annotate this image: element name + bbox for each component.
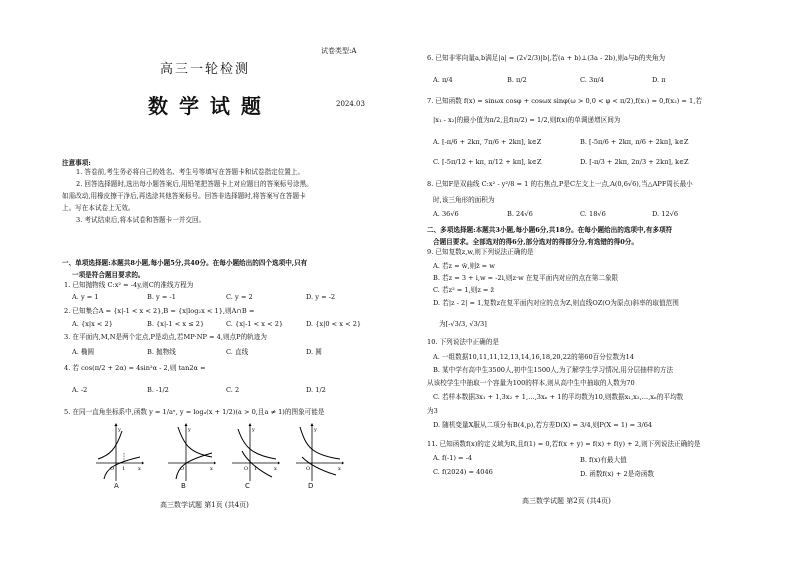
graph-label-b: B	[181, 482, 186, 490]
graph-option-a	[96, 423, 144, 485]
svg-text:x: x	[338, 466, 341, 472]
q7-option-a: A. [-π/6 + 2kπ, 7π/6 + 2kπ], k∈Z	[433, 138, 542, 146]
question-3: 3. 在平面内,M,N是两个定点,P是动点,若MP·NP = 4,则点P的轨迹为	[64, 333, 267, 341]
svg-text:y: y	[252, 427, 255, 433]
subject-title: 数 学 试 题	[148, 94, 263, 118]
question-7: 7. 已知函数 f(x) = sinωx cosφ + cosωx sinφ(ω > 0,0 < φ < π/2),f(x₁) = 0,f(x₂) = 1,若	[427, 97, 702, 105]
section2-heading: 二、多项选择题:本题共3小题,每小题6分,共18分。在每小题给出的选项中,有多项符	[427, 226, 673, 234]
q11-option-b: B. f(x)有最大值	[580, 456, 627, 464]
svg-text:x: x	[274, 466, 277, 472]
q10-option-d: D. 随机变量X服从二项分布B(4,p),若方差D(X) = 3/4,则P(X = 1) = 3/64	[433, 421, 653, 429]
svg-text:1: 1	[122, 466, 126, 472]
q9-option-d: D. 若|z - 2| = 1,复数z在复平面内对应的点为Z,则直线OZ(O为原点)斜率的取值范围	[433, 299, 679, 307]
page-footer: 高三数学试题 第2页 (共4页)	[522, 497, 611, 505]
q1-option-d: D. y = -2	[306, 293, 336, 301]
question-11: 11. 已知函数f(x)的定义域为R,且f(1) = 0,若f(x + y) = f(x) + f(y) + 2,则下列说法正确的是	[427, 440, 701, 448]
q9-option-b: B. 若z = 3 + i,w = -2i,则z·w 在复平面内对应的点在第二象限	[433, 274, 619, 282]
svg-text:O: O	[306, 466, 311, 472]
q3-option-c: C. 直线	[226, 348, 249, 356]
q10-option-b: B. 某中学有高中生3500人,初中生1500人,为了解学生学习情况,用分层抽样的方法	[433, 366, 674, 374]
q1-option-a: A. y = 1	[72, 293, 99, 301]
q6-option-c: C. 3π/4	[580, 76, 604, 84]
q11-option-a: A. f(-1) = -4	[433, 454, 473, 462]
graph-label-c: C	[245, 482, 250, 490]
q11-option-d: D. 函数f(x) + 2是奇函数	[580, 470, 655, 478]
svg-text:O: O	[180, 466, 185, 472]
svg-text:y: y	[118, 427, 121, 433]
q4-option-a: A. -2	[72, 386, 88, 394]
question-5: 5. 在同一直角坐标系中,函数 y = 1/aˣ, y = logₐ(x + 1/2)(a > 0,且a ≠ 1)的图象可能是	[64, 408, 325, 416]
q8-option-d: D. 12√6	[652, 210, 679, 218]
q4-option-c: C. 2	[226, 386, 240, 394]
q7-option-c: C. [-5π/12 + kπ, π/12 + kπ], k∈Z	[433, 158, 542, 166]
q10-option-c-cont: 为3	[427, 407, 438, 415]
question-4: 4. 若 cos(π/2 + 2α) = 4sin²α - 2,则 tan2α =	[64, 364, 206, 372]
q2-option-c: C. {x|-1 < x < 2}	[226, 320, 284, 328]
note-line: 2. 回答选择题时,选出每小题答案后,用铅笔把答题卡上对应题目的答案标号涂黑。	[76, 180, 313, 188]
q3-option-d: D. 圆	[306, 348, 322, 356]
paper-type: 试卷类型:A	[321, 47, 357, 55]
q8-option-a: A. 36√6	[433, 210, 459, 218]
page-2	[397, 0, 794, 561]
notes-heading: 注意事项:	[62, 159, 91, 167]
q8-option-b: B. 24√6	[507, 210, 533, 218]
q10-option-b-cont: 从该校学生中抽取一个容量为100的样本,则从高中生中抽取的人数为70	[427, 379, 635, 387]
q3-option-b: B. 抛物线	[147, 348, 176, 356]
q2-option-a: A. {x|x < 2}	[72, 320, 113, 328]
section2-heading-cont: 合题目要求。全部选对的得6分,部分选对的得部分分,有选错的得0分。	[433, 238, 638, 246]
q3-option-a: A. 椭圆	[72, 348, 95, 356]
question-10: 10. 下列说法中正确的是	[427, 338, 499, 346]
graph-option-d	[296, 423, 344, 485]
svg-text:y: y	[314, 427, 317, 433]
q4-option-d: D. 1/2	[306, 386, 326, 394]
note-line: 如需改动,用橡皮擦干净后,再选涂其他答案标号。回答非选择题时,将答案写在答题卡	[62, 192, 306, 200]
q9-option-d-cont: 为[-√3/3, √3/3]	[439, 320, 487, 328]
q1-option-b: B. y = -1	[147, 293, 176, 301]
question-1: 1. 已知抛物线 C:x² = -4y,则C的准线方程为	[64, 281, 194, 289]
svg-text:O: O	[110, 466, 115, 472]
q2-option-d: D. {x|0 < x < 2}	[306, 320, 362, 328]
q6-option-d: D. π	[652, 76, 666, 84]
q4-option-b: B. -1/2	[147, 386, 169, 394]
question-6: 6. 已知非零向量a,b满足|a| = (2√2/3)|b|,若(a + b)⊥(3a - 2b),则a与b的夹角为	[427, 54, 666, 62]
question-8: 8. 已知F是双曲线 C:x² - y²/8 = 1 的右焦点,P是C左支上一点,A(0,6√6),当△APF周长最小	[427, 180, 693, 188]
question-7-cont: |x₁ - x₂|的最小值为π/2,且f(π/2) = 1/2,则f(x)的单调递增区间为	[433, 116, 621, 124]
q6-option-a: A. π/4	[433, 76, 453, 84]
q10-option-a: A. 一组数据10,11,11,12,13,14,16,18,20,22的第60百分位数为14	[433, 353, 635, 361]
q7-option-b: B. [-5π/6 + 2kπ, π/6 + 2kπ], k∈Z	[580, 138, 689, 146]
svg-text:1: 1	[254, 466, 258, 472]
q6-option-b: B. π/2	[507, 76, 527, 84]
graph-label-a: A	[114, 482, 119, 490]
section1-heading-cont: 一项是符合题目要求的。	[72, 271, 145, 279]
q11-option-c: C. f(2024) = 4046	[433, 468, 493, 476]
svg-text:O: O	[244, 466, 249, 472]
q2-option-b: B. {x|-1 < x ≤ 2}	[147, 320, 205, 328]
q9-option-c: C. 若z² = 1,则z = z̄	[433, 286, 494, 294]
svg-text:x: x	[210, 466, 213, 472]
q1-option-c: C. y = 2	[226, 293, 253, 301]
graph-option-c	[232, 423, 280, 485]
q10-option-c: C. 若样本数据3x₁ + 1,3x₂ + 1,…,3xₙ + 1的平均数为10,则数据x₁,x₂,…,xₙ的平均数	[433, 393, 684, 401]
svg-text:y: y	[188, 427, 191, 433]
question-8-cont: 时,该三角形的面积为	[433, 196, 495, 204]
exam-date: 2024.03	[336, 100, 365, 108]
note-line: 上。写在本试卷上无效。	[62, 204, 135, 212]
exam-name: 高三一轮检测	[160, 62, 251, 77]
question-2: 2. 已知集合A = {x|-1 < x < 2},B = {x|log₂x < 1},则A∩B =	[64, 307, 255, 315]
q9-option-a: A. 若z = w̄,则z̄ = w	[433, 262, 495, 270]
note-line: 1. 答卷前,考生务必将自己的姓名、考生号等填写在答题卡和试卷指定位置上。	[76, 168, 305, 176]
q7-option-d: D. [-π/3 + 2kπ, 2π/3 + 2kπ], k∈Z	[580, 158, 689, 166]
question-9: 9. 已知复数z,w,则下列说法正确的是	[427, 248, 534, 256]
note-line: 3. 考试结束后,将本试卷和答题卡一并交回。	[76, 216, 206, 224]
page-footer: 高三数学试题 第1页 (共4页)	[160, 501, 249, 509]
svg-text:x: x	[138, 466, 141, 472]
graph-option-b	[168, 423, 216, 485]
graph-label-d: D	[308, 482, 314, 490]
q8-option-c: C. 18√6	[580, 210, 606, 218]
section1-heading: 一、单项选择题:本题共8小题,每小题5分,共40分。在每小题给出的四个选项中,只有	[62, 259, 308, 267]
